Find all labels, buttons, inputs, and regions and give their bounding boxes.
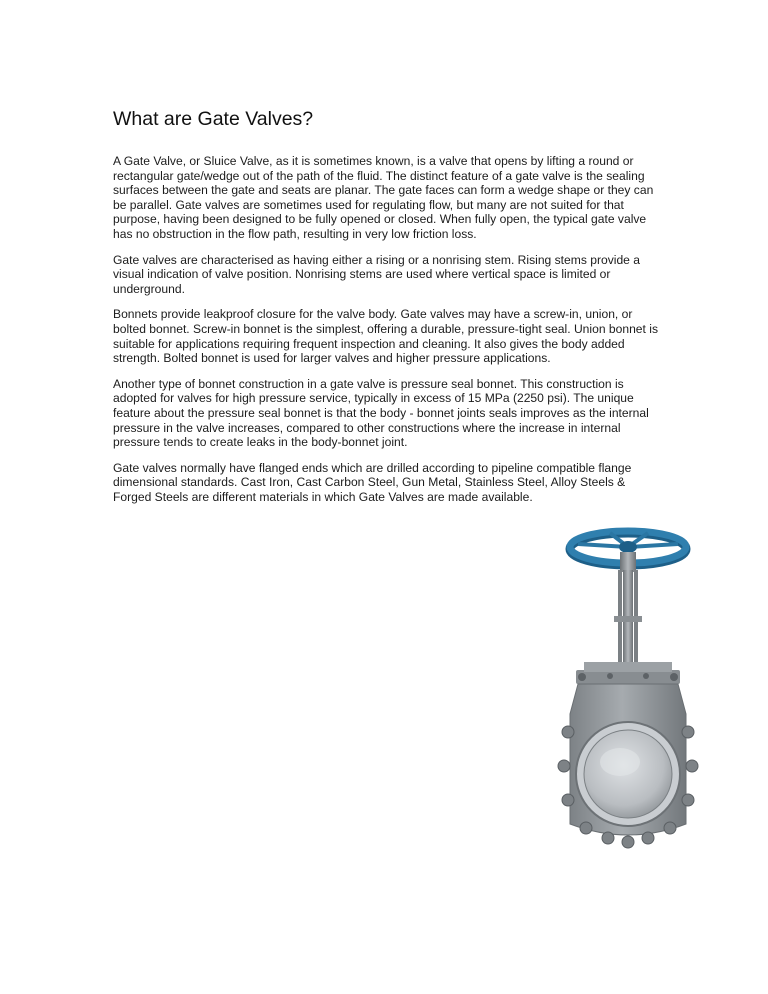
paragraph-materials: Gate valves normally have flanged ends which are drilled according to pipeline compatible flange dimensional standards. Cast Iron, Cast Carbon Steel, Gun Metal, Stainless Steel, Alloy Steels & Forged Steels are different materials in which Gate Valves are made available.: [113, 460, 632, 504]
gate-valve-image: [548, 524, 708, 856]
valve-stem: [614, 552, 642, 674]
paragraph-stems: Gate valves are characterised as having either a rising or a nonrising stem. Rising stems provide a visual indication of valve position. Nonrising stems are used where vertical space is limited or underground.: [113, 252, 640, 296]
page-title: What are Gate Valves?: [113, 108, 314, 130]
gate-valve-icon: [548, 524, 708, 856]
article-body: [113, 154, 665, 515]
paragraph-intro: A Gate Valve, or Sluice Valve, as it is sometimes known, is a valve that opens by lifting a round or rectangular gate/wedge out of the path of the fluid. The distinct feature of a gate valve is the sealing surfaces between the gate and seats are planar. The gate faces can form a wedge shape or they can be parallel. Gate valves are sometimes used for regulating flow, but many are not suited for that purpose, having been designed to be fully opened or closed. When fully open, the typical gate valve has no obstruction in the flow path, resulting in very low friction loss.: [113, 154, 654, 241]
paragraph-bonnets: Bonnets provide leakproof closure for the valve body. Gate valves may have a screw-in, union, or bolted bonnet. Screw-in bonnet is the simplest, offering a durable, pressure-tight seal. Union bonnet is suitable for applications requiring frequent inspection and cleaning. It also gives the body added strength. Bolted bonnet is used for larger valves and higher pressure applications.: [113, 307, 658, 366]
valve-body: [558, 684, 698, 848]
bonnet: [576, 662, 680, 684]
paragraph-pressure-seal: Another type of bonnet construction in a gate valve is pressure seal bonnet. This construction is adopted for valves for high pressure service, typically in excess of 15 MPa (2250 psi). The unique feature about the pressure seal bonnet is that the body - bonnet joints seals improves as the internal pressure in the valve increases, compared to other constructions where the increase in internal pressure tends to create leaks in the body-bonnet joint.: [113, 376, 649, 450]
